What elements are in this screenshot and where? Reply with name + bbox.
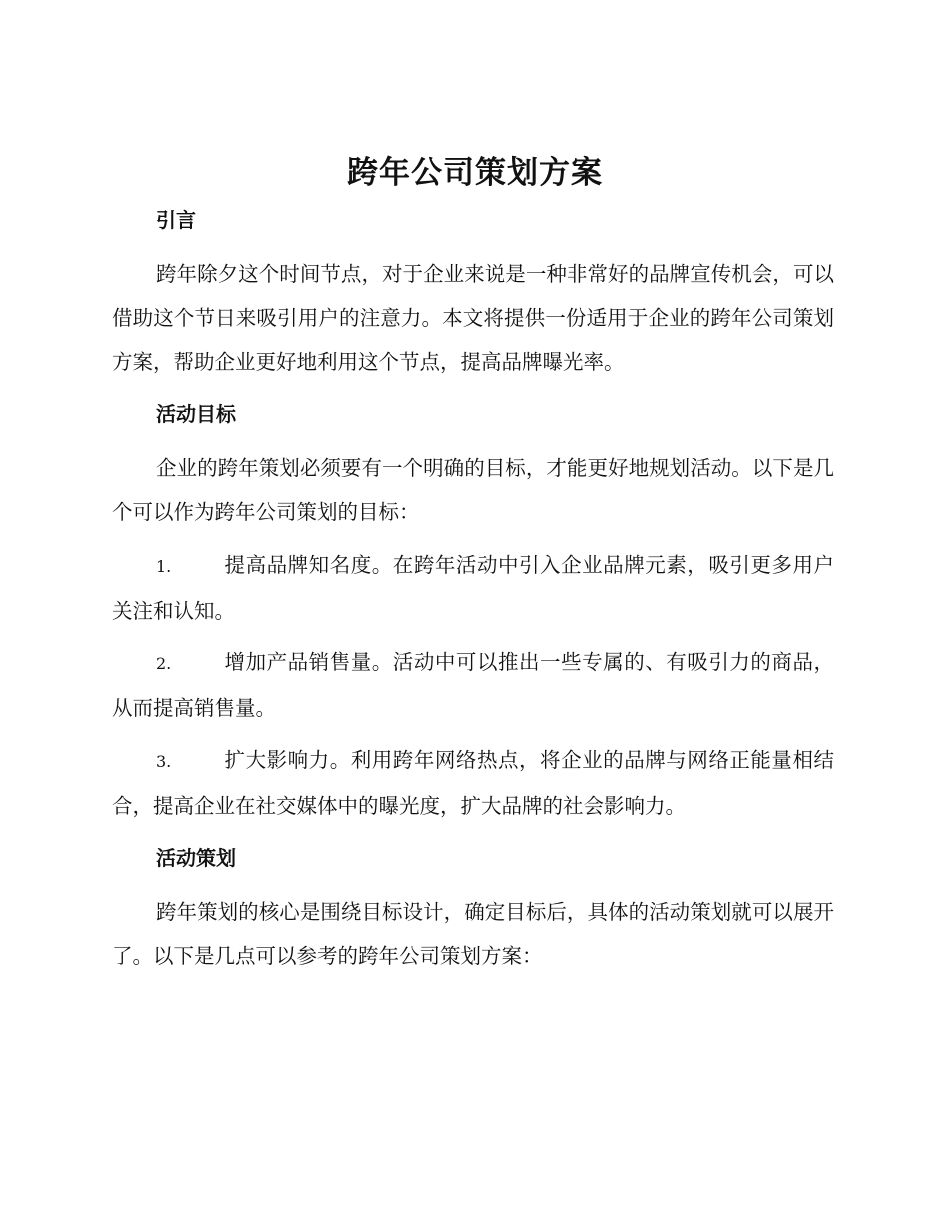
list-item-goal-3 bbox=[112, 738, 834, 828]
section-heading-goals: 活动目标 bbox=[156, 402, 236, 426]
paragraph-goals-intro: 企业的跨年策划必须要有一个明确的目标，才能更好地规划活动。以下是几个可以作为跨年公司策划的目标： bbox=[112, 456, 834, 524]
list-item-goal-2 bbox=[112, 640, 834, 730]
list-number: 2. bbox=[156, 654, 172, 673]
list-item-text: 提高品牌知名度。在跨年活动中引入企业品牌元素，吸引更多用户关注和认知。 bbox=[112, 553, 834, 623]
section-heading-introduction: 引言 bbox=[156, 208, 196, 232]
section-heading-planning: 活动策划 bbox=[156, 846, 236, 870]
document-title: 跨年公司策划方案 bbox=[347, 155, 603, 191]
paragraph-introduction: 跨年除夕这个时间节点，对于企业来说是一种非常好的品牌宣传机会，可以借助这个节日来吸引用户的注意力。本文将提供一份适用于企业的跨年公司策划方案，帮助企业更好地利用这个节点，提高品牌曝光率。 bbox=[112, 262, 834, 374]
list-number: 3. bbox=[156, 752, 172, 771]
list-item-text: 增加产品销售量。活动中可以推出一些专属的、有吸引力的商品，从而提高销售量。 bbox=[112, 650, 834, 720]
list-number: 1. bbox=[156, 557, 172, 576]
list-item-text: 扩大影响力。利用跨年网络热点，将企业的品牌与网络正能量相结合，提高企业在社交媒体中的曝光度，扩大品牌的社会影响力。 bbox=[112, 748, 834, 818]
list-item-goal-1 bbox=[112, 543, 834, 633]
paragraph-planning: 跨年策划的核心是围绕目标设计，确定目标后，具体的活动策划就可以展开了。以下是几点可以参考的跨年公司策划方案： bbox=[112, 900, 834, 968]
